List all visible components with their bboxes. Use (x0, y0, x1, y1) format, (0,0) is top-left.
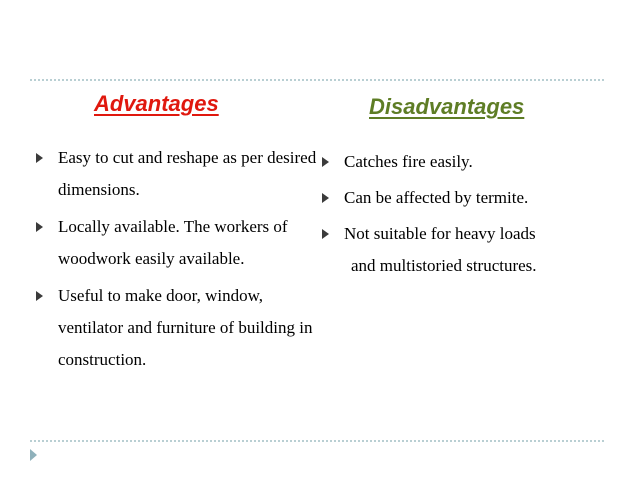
disadvantages-heading: Disadvantages (369, 94, 525, 119)
top-divider (30, 79, 604, 81)
advantages-list (34, 142, 320, 376)
arrow-right-bullet-icon (322, 157, 329, 167)
bottom-divider (30, 440, 604, 442)
arrow-right-icon (30, 449, 37, 461)
advantage-item-text: Locally available. The workers of woodwork easily available. (58, 217, 288, 268)
advantage-item (34, 142, 320, 206)
disadvantages-list (320, 146, 620, 282)
disadvantage-item (320, 218, 620, 282)
arrow-right-bullet-icon (36, 153, 43, 163)
advantage-item-text: Easy to cut and reshape as per desired dimensions. (58, 148, 317, 199)
arrow-right-bullet-icon (36, 291, 43, 301)
disadvantage-item-text-line1: Not suitable for heavy loads (344, 224, 536, 243)
advantage-item (34, 280, 320, 376)
advantage-item (34, 211, 320, 275)
advantages-heading: Advantages (94, 91, 219, 116)
disadvantage-item (320, 146, 620, 178)
arrow-right-bullet-icon (322, 229, 329, 239)
disadvantage-item (320, 182, 620, 214)
arrow-right-bullet-icon (322, 193, 329, 203)
advantage-item-text: Useful to make door, window, ventilator and furniture of building in construction. (58, 286, 313, 369)
disadvantage-item-text: Catches fire easily. (344, 152, 473, 171)
disadvantage-item-text-line2: and multistoried structures. (351, 256, 537, 275)
disadvantage-item-text: Can be affected by termite. (344, 188, 529, 207)
arrow-right-bullet-icon (36, 222, 43, 232)
